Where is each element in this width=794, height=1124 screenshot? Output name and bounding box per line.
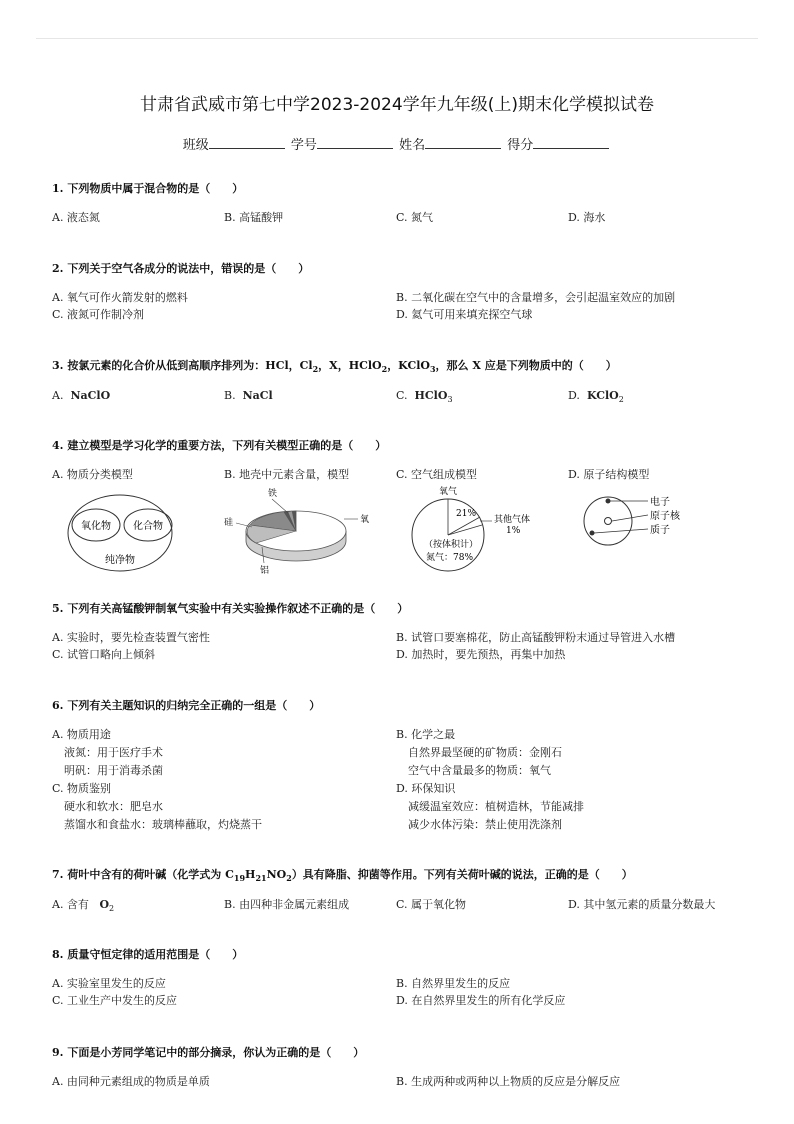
score-blank[interactable] [533, 136, 609, 149]
option-b[interactable]: B. 自然界里发生的反应 [396, 977, 511, 990]
option-d[interactable]: D. 环保知识 减缓温室效应：植树造林，节能减排 减少水体污染：禁止使用洗涤剂 [396, 782, 584, 831]
svg-text:化合物: 化合物 [133, 521, 163, 532]
question-7 [52, 866, 754, 917]
option-b[interactable]: B. 高锰酸钾 [224, 211, 284, 224]
svg-text:（按体积计）: （按体积计） [424, 540, 479, 550]
svg-text:21%: 21% [456, 509, 477, 519]
svg-text:氧: 氧 [360, 515, 370, 525]
question-5 [52, 600, 754, 663]
option-c[interactable]: C. 液氮可作制冷剂 [52, 308, 145, 321]
question-1 [52, 180, 754, 226]
question-8 [52, 946, 754, 1009]
crust-element-pie-diagram [224, 485, 396, 575]
svg-text:1%: 1% [506, 526, 521, 536]
svg-text:铁: 铁 [268, 489, 278, 499]
svg-text:其他气体: 其他气体 [494, 515, 531, 525]
svg-text:电子: 电子 [650, 497, 670, 508]
option-d[interactable]: D. 氦气可用来填充探空气球 [396, 308, 533, 321]
question-2 [52, 260, 754, 323]
name-blank[interactable] [425, 136, 501, 149]
option-a[interactable]: A. 由同种元素组成的物质是单质 [52, 1075, 210, 1088]
option-c[interactable]: C. 试管口略向上倾斜 [52, 648, 156, 661]
question-stem: 3. 按氯元素的化合价从低到高顺序排列为：HCl，$Cl_2$，X，HClO$_2$，KClO$_3$，那么 X 应是下列物质中的（ ） [52, 359, 617, 375]
svg-text:硅: 硅 [224, 518, 234, 528]
option-d[interactable]: D. 海水 [568, 211, 606, 224]
option-a[interactable]: A. 实验时，要先检查装置气密性 [52, 631, 210, 644]
question-3 [52, 357, 754, 408]
field-score-label: 得分 [507, 138, 534, 153]
question-stem: 8. 质量守恒定律的适用范围是（ ） [52, 948, 244, 961]
question-9 [52, 1044, 754, 1090]
top-divider [36, 38, 758, 39]
option-d[interactable]: D. 原子结构模型 [568, 468, 650, 481]
option-d[interactable]: D. 在自然界里发生的所有化学反应 [396, 994, 566, 1007]
option-b[interactable]: B. 地壳中元素含量，模型 [224, 468, 350, 481]
question-stem: 1. 下列物质中属于混合物的是（ ） [52, 182, 244, 195]
option-b[interactable]: B. 二氧化碳在空气中的含量增多，会引起温室效应的加剧 [396, 291, 676, 304]
field-name-label: 姓名 [399, 138, 426, 153]
option-c[interactable]: C. 空气组成模型 [396, 468, 478, 481]
option-d[interactable]: D. KClO$_2$ [568, 389, 624, 405]
exam-title: 甘肃省武威市第七中学2023-2024学年九年级(上)期末化学模拟试卷 [140, 95, 654, 115]
field-number-label: 学号 [290, 138, 317, 153]
option-a[interactable]: A. 氧气可作火箭发射的燃料 [52, 291, 188, 304]
question-stem: 6. 下列有关主题知识的归纳完全正确的一组是（ ） [52, 699, 321, 712]
atom-structure-diagram [568, 485, 740, 575]
svg-text:纯净物: 纯净物 [105, 555, 135, 566]
option-a[interactable]: A. 含有 $O_2$ [52, 898, 115, 914]
svg-text:氧气: 氧气 [438, 487, 458, 497]
question-stem: 9. 下面是小芳同学笔记中的部分摘录，你认为正确的是（ ） [52, 1046, 365, 1059]
option-b[interactable]: B. 由四种非金属元素组成 [224, 898, 350, 912]
option-c[interactable]: C. 氮气 [396, 211, 434, 224]
question-stem: 7. 荷叶中含有的荷叶碱（化学式为 $C_{19}H_{21}NO_2$）具有降脂、抑菌等作用。下列有关荷叶碱的说法，正确的是（ ） [52, 868, 633, 884]
option-c[interactable]: C. 工业生产中发生的反应 [52, 994, 178, 1007]
option-b[interactable]: B. 生成两种或两种以上物质的反应是分解反应 [396, 1075, 621, 1088]
option-b[interactable]: B. 化学之最 自然界最坚硬的矿物质：金刚石 空气中含量最多的物质：氧气 [396, 728, 562, 777]
question-6 [52, 697, 754, 834]
option-a[interactable]: A. 液态氮 [52, 211, 100, 224]
svg-text:铝: 铝 [260, 566, 270, 575]
option-a[interactable]: A. 物质分类模型 [52, 468, 133, 481]
option-a[interactable]: A. 实验室里发生的反应 [52, 977, 166, 990]
field-class-label: 班级 [182, 138, 209, 153]
question-stem: 5. 下列有关高锰酸钾制氧气实验中有关实验操作叙述不正确的是（ ） [52, 602, 409, 615]
svg-text:氧化物: 氧化物 [81, 521, 111, 532]
question-stem: 4. 建立模型是学习化学的重要方法，下列有关模型正确的是（ ） [52, 439, 387, 452]
option-d[interactable]: D. 其中氢元素的质量分数最大 [568, 898, 716, 912]
option-c[interactable]: C. 属于氧化物 [396, 898, 467, 912]
option-a[interactable]: A. 物质用途 液氮：用于医疗手术 明矾：用于消毒杀菌 [52, 728, 163, 777]
air-composition-diagram [396, 485, 568, 575]
student-info-fields [0, 134, 794, 153]
question-stem: 2. 下列关于空气各成分的说法中，错误的是（ ） [52, 262, 310, 275]
svg-text:氮气：78%: 氮气：78% [426, 553, 474, 563]
option-b[interactable]: B. NaCl [224, 389, 273, 403]
svg-text:质子: 质子 [650, 525, 670, 536]
option-d[interactable]: D. 加热时，要先预热，再集中加热 [396, 648, 566, 661]
classification-model-diagram [52, 485, 224, 575]
option-c[interactable]: C. HClO$_3$ [396, 389, 453, 405]
class-blank[interactable] [209, 136, 285, 149]
number-blank[interactable] [317, 136, 393, 149]
question-4 [52, 437, 754, 575]
option-a[interactable]: A. NaClO [52, 389, 111, 403]
svg-text:原子核: 原子核 [650, 511, 680, 522]
option-c[interactable]: C. 物质鉴别 硬水和软水：肥皂水 蒸馏水和食盐水：玻璃棒蘸取，灼烧蒸干 [52, 782, 262, 831]
option-b[interactable]: B. 试管口要塞棉花，防止高锰酸钾粉末通过导管进入水槽 [396, 631, 676, 644]
